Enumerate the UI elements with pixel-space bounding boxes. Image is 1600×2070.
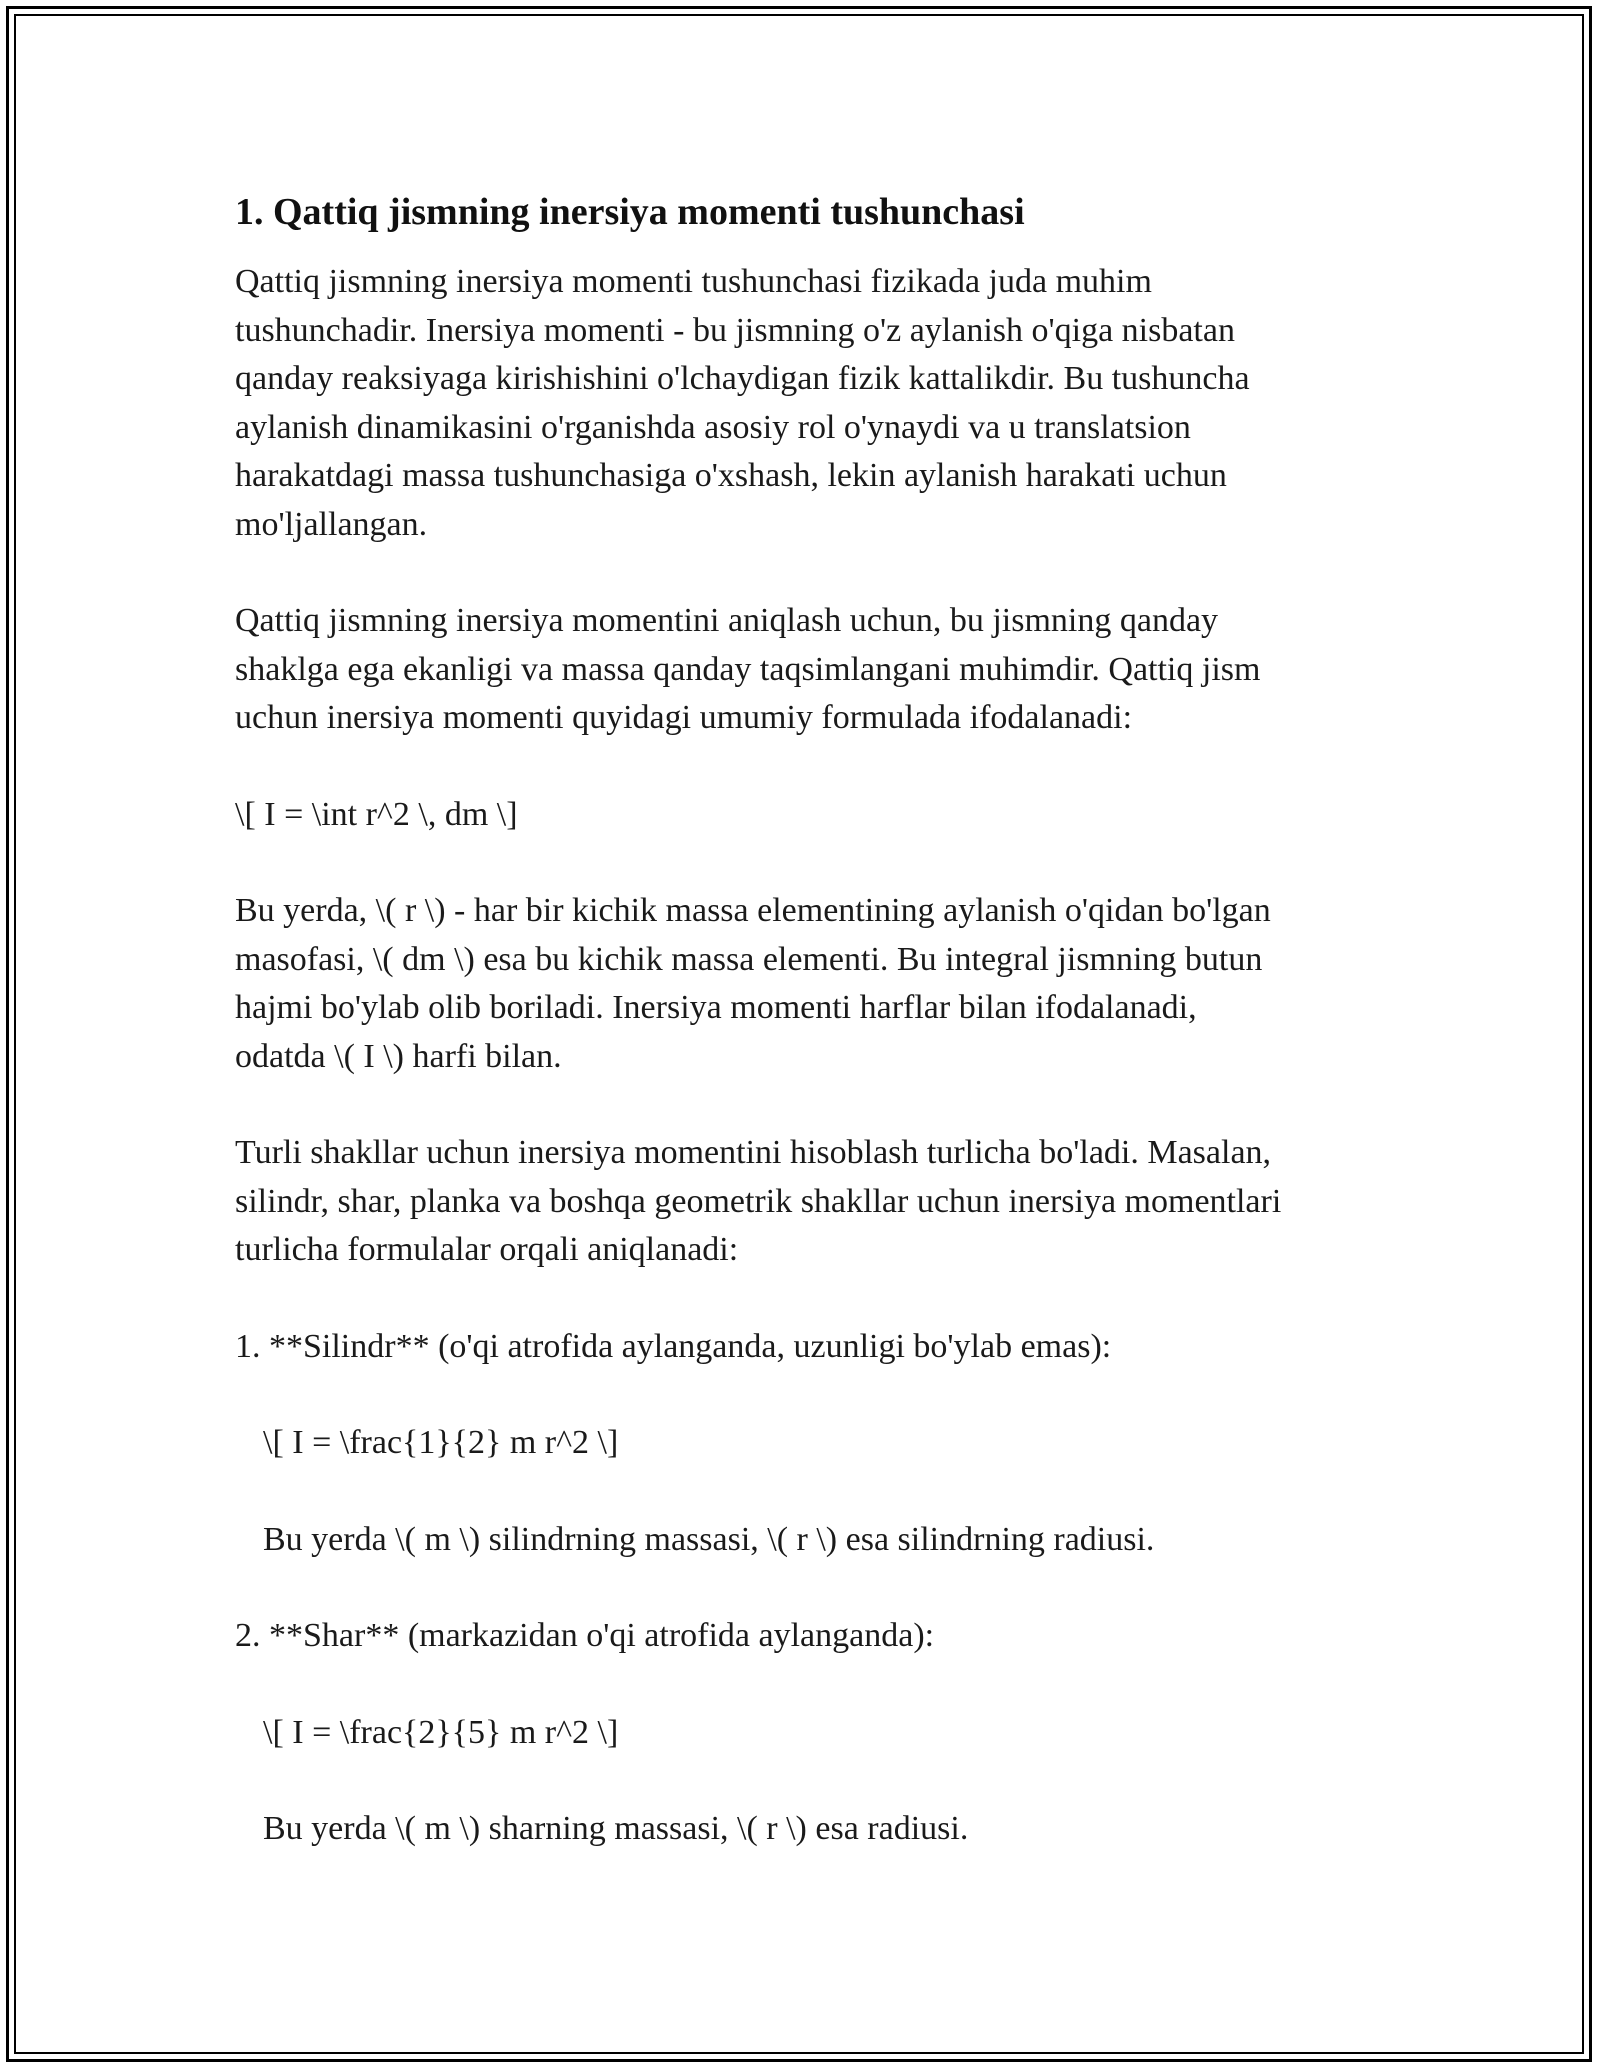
paragraph-formula-context: Qattiq jismning inersiya momentini aniqlash uchun, bu jismning qanday shaklga ega ekanligi va massa qanday taqsimlangani muhimdir. Qattiq jism uchun inersiya momenti quyidagi umumiy formulada ifodalanadi: <box>235 602 1261 736</box>
list-item-cylinder: 1. **Silindr** (o'qi atrofida aylanganda, uzunligi bo'ylab emas): <box>235 1327 1112 1365</box>
formula-general: \[ I = \int r^2 \, dm \] <box>235 795 518 833</box>
list-item-sphere: 2. **Shar** (markazidan o'qi atrofida aylanganda): <box>235 1617 935 1654</box>
formula-cylinder: \[ I = \frac{1}{2} m r^2 \] <box>263 1424 619 1461</box>
document-body <box>235 188 1385 1902</box>
section-heading: 1. Qattiq jismning inersiya momenti tushunchasi <box>235 191 1025 233</box>
paragraph-shapes: Turli shakllar uchun inersiya momentini hisoblash turlicha bo'ladi. Masalan, silindr, shar, planka va boshqa geometrik shakllar uchun inersiya momentlari turlicha formulalar orqali aniqlanadi: <box>235 1134 1282 1268</box>
formula-sphere: \[ I = \frac{2}{5} m r^2 \] <box>263 1713 619 1751</box>
paragraph-intro: Qattiq jismning inersiya momenti tushunchasi fizikada juda muhim tushunchadir. Inersiya momenti - bu jismning o'z aylanish o'qiga nisbatan qanday reaksiyaga kirishishini o'lchaydigan fizik kattalikdir. Bu tushuncha aylanish dinamikasini o'rganishda asosiy rol o'ynaydi va u translatsion harakatdagi massa tushunchasiga o'xshash, lekin aylanish harakati uchun mo'ljallangan. <box>235 263 1250 543</box>
paragraph-definitions: Bu yerda, \( r \) - har bir kichik massa elementining aylanish o'qidan bo'lgan masofasi, \( dm \) esa bu kichik massa elementi. Bu integral jismning butun hajmi bo'ylab olib boriladi. Inersiya momenti harflar bilan ifodalanadi, odatda \( I \) harfi bilan. <box>235 892 1271 1075</box>
note-sphere: Bu yerda \( m \) sharning massasi, \( r \) esa radiusi. <box>263 1810 969 1847</box>
note-cylinder: Bu yerda \( m \) silindrning massasi, \( r \) esa silindrning radiusi. <box>263 1520 1155 1558</box>
